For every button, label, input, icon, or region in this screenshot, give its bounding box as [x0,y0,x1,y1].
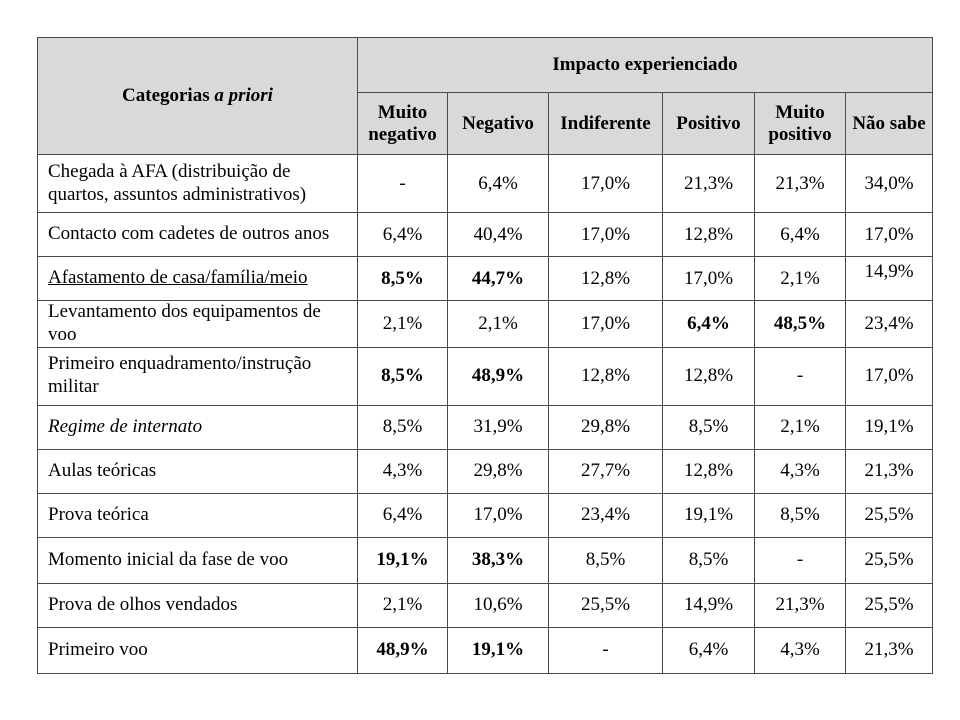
value-cell: 44,7% [448,257,549,301]
column-header-muito-positivo: Muito positivo [755,93,846,155]
category-cell [38,627,358,673]
value-cell: 8,5% [358,405,448,449]
category-label: Aulas teóricas [48,459,157,481]
category-label: Regime de internato [48,415,203,437]
column-header-muito-negativo: Muito negativo [358,93,448,155]
category-cell [38,583,358,627]
value-cell: 6,4% [448,155,549,213]
value-cell: 2,1% [755,405,846,449]
category-cell [38,347,358,405]
value-cell: 17,0% [549,155,663,213]
value-cell: 17,0% [448,493,549,537]
table-row [38,155,933,213]
value-cell: 4,3% [755,449,846,493]
category-label: Primeiro voo [48,638,148,660]
value-cell: 25,5% [549,583,663,627]
category-label: Momento inicial da fase de voo [48,548,289,570]
value-cell: 29,8% [549,405,663,449]
value-cell: 2,1% [358,583,448,627]
category-cell [38,155,358,213]
value-cell: 48,5% [755,301,846,348]
value-cell: 10,6% [448,583,549,627]
category-label: Prova teórica [48,503,149,525]
impact-group-header: Impacto experienciado [358,38,933,93]
value-cell: 38,3% [448,537,549,583]
column-header-negativo: Negativo [448,93,549,155]
value-cell: 8,5% [663,405,755,449]
value-cell: 4,3% [358,449,448,493]
value-cell: 25,5% [846,537,933,583]
value-cell: 4,3% [755,627,846,673]
value-cell: 19,1% [358,537,448,583]
category-cell [38,493,358,537]
category-cell [38,257,358,301]
category-label: Chegada à AFA (distribuição de quartos, assuntos administrativos) [48,160,307,205]
value-cell: 17,0% [663,257,755,301]
value-cell: 6,4% [358,213,448,257]
category-label: Afastamento de casa/família/meio [48,267,308,289]
value-cell: 6,4% [358,493,448,537]
value-cell: 27,7% [549,449,663,493]
value-cell: - [358,155,448,213]
impact-table [37,37,933,674]
table-row [38,493,933,537]
value-cell: - [755,537,846,583]
column-header-indiferente: Indiferente [549,93,663,155]
table-row [38,257,933,301]
column-header-nao-sabe: Não sabe [846,93,933,155]
value-cell: 12,8% [663,449,755,493]
table-row [38,213,933,257]
value-cell: - [549,627,663,673]
value-cell: 6,4% [755,213,846,257]
value-cell: 19,1% [448,627,549,673]
value-cell: 23,4% [549,493,663,537]
value-cell: 2,1% [358,301,448,348]
value-cell: 21,3% [755,583,846,627]
value-cell: 6,4% [663,301,755,348]
value-cell: 2,1% [755,257,846,301]
value-cell: 14,9% [846,257,933,301]
value-cell: 21,3% [846,449,933,493]
value-cell: 21,3% [663,155,755,213]
value-cell: 12,8% [663,213,755,257]
value-cell: 48,9% [358,627,448,673]
results-table-container [37,37,932,684]
value-cell: 12,8% [549,257,663,301]
table-row [38,583,933,627]
category-label: Primeiro enquadramento/instrução militar [48,353,312,398]
table-row [38,405,933,449]
categories-header [38,38,358,155]
value-cell: 21,3% [755,155,846,213]
value-cell: 8,5% [663,537,755,583]
value-cell: 31,9% [448,405,549,449]
value-cell: 8,5% [358,257,448,301]
value-cell: 17,0% [549,301,663,348]
value-cell: 8,5% [358,347,448,405]
category-cell [38,449,358,493]
table-row [38,449,933,493]
column-header-positivo: Positivo [663,93,755,155]
value-cell: 48,9% [448,347,549,405]
category-cell [38,405,358,449]
category-label: Levantamento dos equipamentos de voo [48,301,321,345]
value-cell: 25,5% [846,583,933,627]
value-cell: 19,1% [663,493,755,537]
categories-header-italic: a priori [214,85,273,107]
table-row [38,537,933,583]
table-row [38,347,933,405]
value-cell: 40,4% [448,213,549,257]
table-body [38,155,933,674]
value-cell: - [755,347,846,405]
header-row-group [38,38,933,93]
category-label: Contacto com cadetes de outros anos [48,223,330,245]
value-cell: 17,0% [846,213,933,257]
categories-header-label: Categorias [122,85,210,107]
value-cell: 6,4% [663,627,755,673]
category-cell [38,213,358,257]
value-cell: 19,1% [846,405,933,449]
value-cell: 23,4% [846,301,933,348]
table-row [38,301,933,348]
table-row [38,627,933,673]
value-cell: 12,8% [549,347,663,405]
value-cell: 17,0% [549,213,663,257]
value-cell: 25,5% [846,493,933,537]
value-cell: 29,8% [448,449,549,493]
category-label: Prova de olhos vendados [48,593,238,615]
value-cell: 17,0% [846,347,933,405]
value-cell: 2,1% [448,301,549,348]
value-cell: 21,3% [846,627,933,673]
value-cell: 12,8% [663,347,755,405]
value-cell: 8,5% [549,537,663,583]
value-cell: 34,0% [846,155,933,213]
value-cell: 14,9% [663,583,755,627]
category-cell [38,537,358,583]
value-cell: 8,5% [755,493,846,537]
category-cell [38,301,358,348]
